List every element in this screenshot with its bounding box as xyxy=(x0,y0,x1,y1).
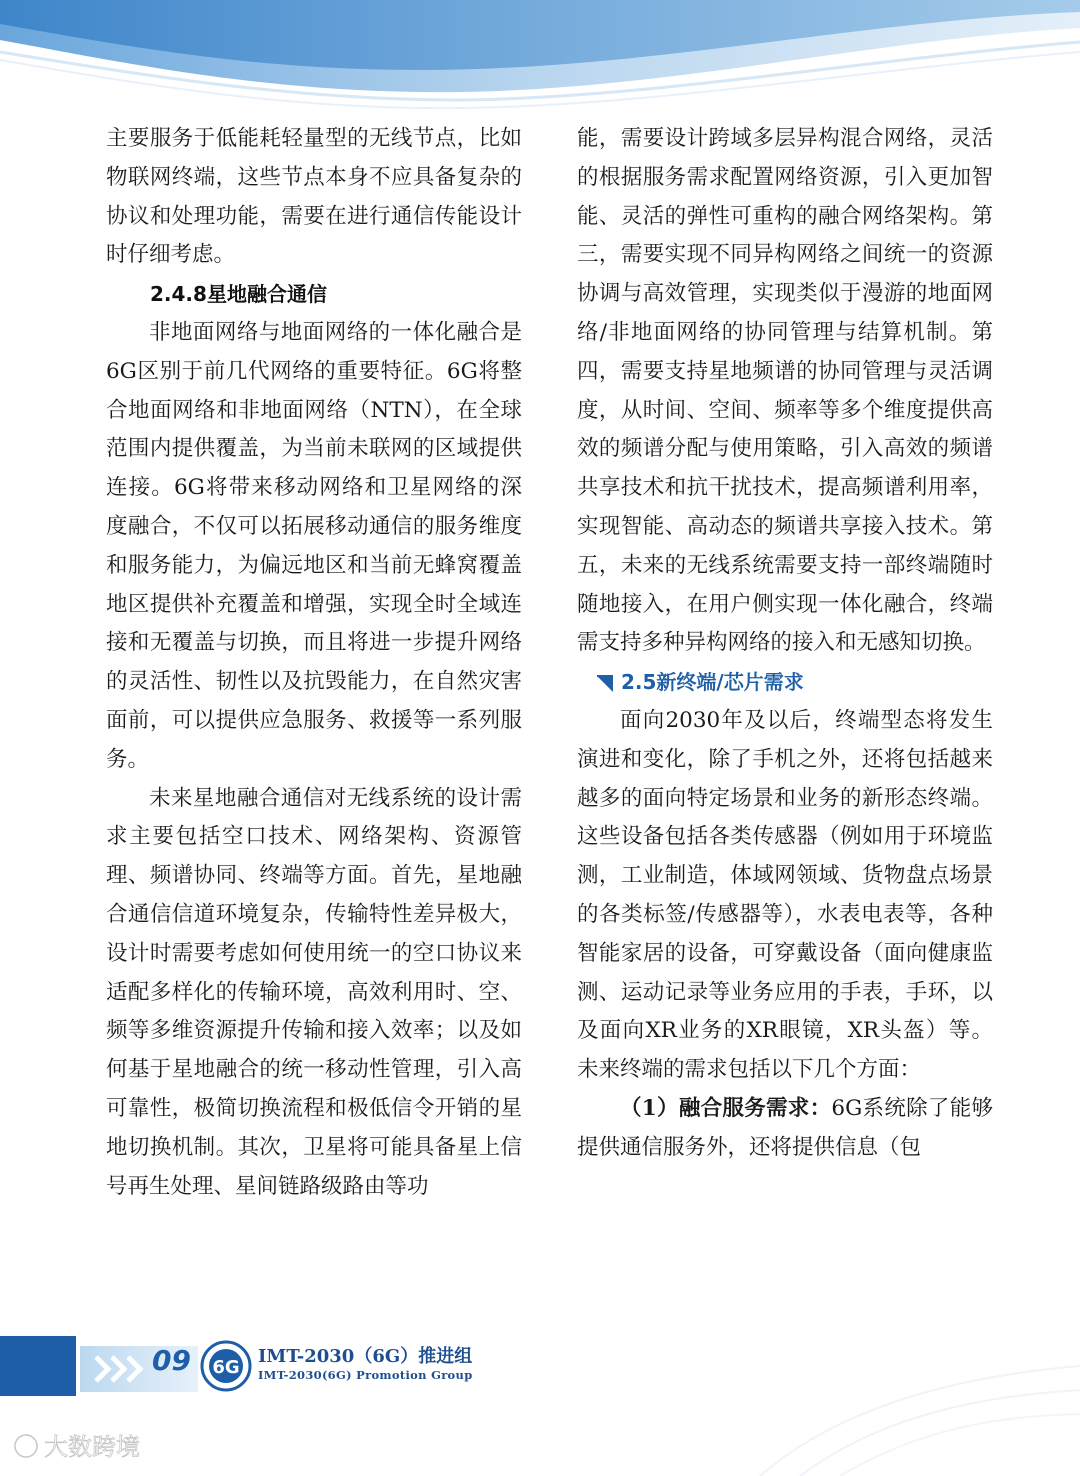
imt2030-logo-icon xyxy=(200,1340,252,1392)
paragraph: 主要服务于低能耗轻量型的无线节点，比如物联网终端，这些节点本身不应具备复杂的协议和处理功能，需要在进行通信传能设计时仔细考虑。 xyxy=(106,126,522,268)
paragraph-label: （1）融合服务需求： xyxy=(620,1095,832,1121)
right-column xyxy=(577,120,993,1168)
logo-text: 6G xyxy=(212,1357,240,1378)
organization-name-en: IMT-2030(6G) Promotion Group xyxy=(258,1368,473,1382)
paragraph-text: 6G系统除了能够提供通信服务外，还将提供信息（包 xyxy=(577,1095,993,1160)
left-column xyxy=(106,120,522,1206)
watermark-logo xyxy=(10,1424,170,1468)
paragraph: 面向2030年及以后，终端型态将发生演进和变化，除了手机之外，还将包括越来越多的面向特定场景和业务的新形态终端。这些设备包括各类传感器（例如用于环境监测，工业制造，体域网领域、货物盘点场景的各类标签/传感器等），水表电表等，各种智能家居的设备，可穿戴设备（面向健康监测、运动记录等业务应用的手表，手环，以及面向XR业务的XR眼镜，XR头盔）等。未来终端的需求包括以下几个方面： xyxy=(577,707,993,1083)
paragraph: 未来星地融合通信对无线系统的设计需求主要包括空口技术、网络架构、资源管理、频谱协同、终端等方面。首先，星地融合通信信道环境复杂，传输特性差异极大，设计时需要考虑如何使用统一的空口协议来适配多样化的传输环境，高效利用时、空、频等多维资源提升传输和接入效率；以及如何基于星地融合的统一移动性管理，引入高可靠性，极简切换流程和极低信令开销的星地切换机制。其次，卫星将可能具备星上信号再生处理、星间链路级路由等功 xyxy=(106,785,522,1199)
watermark-text: 大数跨境 xyxy=(44,1433,140,1461)
page-number: 09 xyxy=(152,1344,191,1377)
header-wave-decoration xyxy=(0,0,1080,130)
page-footer xyxy=(0,1316,1080,1476)
section-heading xyxy=(577,663,993,702)
subsection-heading: 2.4.8星地融合通信 xyxy=(150,282,327,307)
paragraph: 非地面网络与地面网络的一体化融合是6G区别于前几代网络的重要特征。6G将整合地面网络和非地面网络（NTN），在全球范围内提供覆盖，为当前未联网的区域提供连接。6G将带来移动网络和卫星网络的深度融合，不仅可以拓展移动通信的服务维度和服务能力，为偏远地区和当前无蜂窝覆盖地区提供补充覆盖和增强，实现全时全域连接和无覆盖与切换，而且将进一步提升网络的灵活性、韧性以及抗毁能力，在自然灾害面前，可以提供应急服务、救援等一系列服务。 xyxy=(106,319,522,772)
corner-triangle-icon xyxy=(595,673,615,693)
organization-name-cn: IMT-2030（6G）推进组 xyxy=(258,1346,473,1367)
decorative-lines xyxy=(720,1316,1080,1476)
paragraph: 能，需要设计跨域多层异构混合网络，灵活的根据服务需求配置网络资源，引入更加智能、灵活的弹性可重构的融合网络架构。第三，需要实现不同异构网络之间统一的资源协调与高效管理，实现类似于漫游的地面网络/非地面网络的协同管理与结算机制。第四，需要支持星地频谱的协同管理与灵活调度，从时间、空间、频率等多个维度提供高效的频谱分配与使用策略，引入高效的频谱共享技术和抗干扰技术，提高频谱利用率，实现智能、高动态的频谱共享接入技术。第五，未来的无线系统需要支持一部终端随时随地接入，在用户侧实现一体化融合，终端需支持多种异构网络的接入和无感知切换。 xyxy=(577,126,993,656)
paragraph xyxy=(577,1090,993,1168)
footer-color-bar xyxy=(0,1336,76,1396)
section-heading-text: 2.5新终端/芯片需求 xyxy=(621,670,804,695)
